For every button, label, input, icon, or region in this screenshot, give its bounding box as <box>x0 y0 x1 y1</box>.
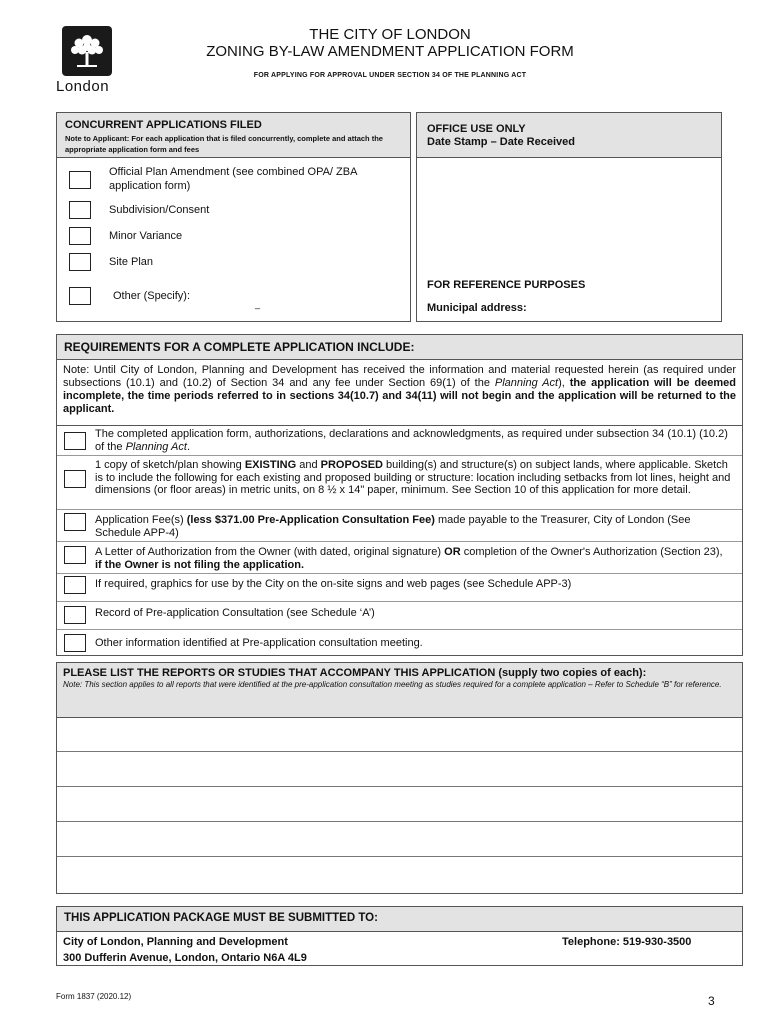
requirement-text <box>95 514 732 539</box>
reference-purposes-label: FOR REFERENCE PURPOSES <box>427 279 586 291</box>
text-italic: Planning Act <box>125 440 187 453</box>
text: The completed application form, authorizations, declarations and acknowledgments, as required under subsection 34 (10.1) (10.2) of the <box>95 428 728 453</box>
reports-note: Note: This section applies to all reports that were identified at the pre-application consultation meeting as studies required for a complete application – Refer to Schedule “B” for reference. <box>63 680 722 689</box>
concurrent-header <box>57 113 410 158</box>
note-bold: the application will be deemed incomplete, the time periods referred to in sections 34(10.7) and 34(11) will not begin and the application will be returned to the applicant. <box>63 377 737 415</box>
option-minor-variance <box>69 227 389 245</box>
note-text: Note: Until City of London, Planning and Development has received the information and material requested herein (as required under subsections (10.1) and (10.2) of Section 34 and any fee under Section 69(1) of the <box>63 364 736 389</box>
checkbox-minor-variance[interactable] <box>69 227 91 245</box>
requirements-heading: REQUIREMENTS FOR A COMPLETE APPLICATION INCLUDE: <box>57 335 742 360</box>
option-label: Site Plan <box>109 256 154 268</box>
reports-heading: PLEASE LIST THE REPORTS OR STUDIES THAT ACCOMPANY THIS APPLICATION (supply two copies of each): <box>63 667 647 679</box>
text: A Letter of Authorization from the Owner (with dated, original signature) <box>95 546 445 558</box>
requirements-section <box>56 334 743 656</box>
logo-text: London <box>56 78 110 95</box>
form-title-city: THE CITY OF LONDON <box>309 26 471 43</box>
option-label: Minor Variance <box>109 230 183 242</box>
report-entry-line[interactable] <box>57 821 742 822</box>
submission-section <box>56 906 743 966</box>
page-number: 3 <box>708 994 715 1008</box>
tree-icon <box>62 26 112 76</box>
checkbox-other-information[interactable] <box>64 634 86 652</box>
checkbox-letter-of-authorization[interactable] <box>64 546 86 564</box>
municipal-address-label: Municipal address: <box>427 302 527 314</box>
text: . <box>186 440 190 453</box>
concurrent-note: Note to Applicant: For each application that is filed concurrently, complete and attach the appropriate application form and fees <box>65 134 383 154</box>
checkbox-application-form[interactable] <box>64 432 86 450</box>
form-title-block <box>160 26 620 79</box>
text: building(s) and structure(s) on subject lands, where applicable. Sketch is to include the following for each existing and proposed building or structure: location including setbacks from lot lines, height and dimensions (or floor areas) in metric units, on 8 ½ x 14" paper, minimum. See Section 10 of this application for more detail. <box>95 459 731 496</box>
office-use-section <box>416 112 722 322</box>
checkbox-subdivision-consent[interactable] <box>69 201 91 219</box>
requirement-item-graphics <box>57 573 742 601</box>
concurrent-heading: CONCURRENT APPLICATIONS FILED <box>65 119 262 131</box>
text-bold: if the Owner is not filing the application. <box>95 558 305 571</box>
reports-section <box>56 662 743 894</box>
option-site-plan <box>69 253 389 271</box>
report-entry-line[interactable] <box>57 751 742 752</box>
text: Application Fee(s) <box>95 514 187 526</box>
checkbox-application-fee[interactable] <box>64 513 86 531</box>
checkbox-graphics[interactable] <box>64 576 86 594</box>
text-bold: PROPOSED <box>320 459 383 471</box>
text-bold: EXISTING <box>244 459 297 471</box>
form-subtitle: FOR APPLYING FOR APPROVAL UNDER SECTION 34 OF THE PLANNING ACT <box>253 72 527 79</box>
report-entry-line[interactable] <box>57 786 742 787</box>
submission-telephone: Telephone: 519-930-3500 <box>562 936 692 948</box>
requirements-note <box>57 360 742 426</box>
requirement-item-application-fee <box>57 509 742 541</box>
submission-heading: THIS APPLICATION PACKAGE MUST BE SUBMITTED TO: <box>57 907 742 932</box>
text: 1 copy of sketch/plan showing <box>95 459 245 471</box>
concurrent-applications-section <box>56 112 411 322</box>
requirement-item-pre-application-record <box>57 601 742 629</box>
other-specify-field[interactable]: _ <box>255 299 261 309</box>
requirement-item-sketch-plan <box>57 455 742 509</box>
option-label: Subdivision/Consent <box>109 204 210 216</box>
option-official-plan-amendment <box>69 165 389 193</box>
requirement-item-other-information <box>57 629 742 655</box>
note-italic: Planning Act <box>494 377 559 389</box>
submission-office: City of London, Planning and Development <box>63 936 288 948</box>
submission-address: 300 Dufferin Avenue, London, Ontario N6A 4L9 <box>63 952 307 964</box>
checkbox-sketch-plan[interactable] <box>64 470 86 488</box>
requirement-text <box>95 459 732 497</box>
text-bold: OR <box>444 546 461 558</box>
text: made payable to the Treasurer, City of London (See Schedule APP-4) <box>95 514 691 539</box>
requirement-text: If required, graphics for use by the City on the on-site signs and web pages (see Schedule APP-3) <box>95 578 572 590</box>
office-use-heading: OFFICE USE ONLY <box>427 123 526 135</box>
requirement-text <box>95 428 732 453</box>
checkbox-official-plan-amendment[interactable] <box>69 171 91 189</box>
checkbox-site-plan[interactable] <box>69 253 91 271</box>
text: and <box>296 459 321 471</box>
option-subdivision-consent <box>69 201 389 219</box>
date-stamp-label: Date Stamp – Date Received <box>427 136 575 148</box>
checkbox-pre-application-record[interactable] <box>64 606 86 624</box>
option-label: Other (Specify): <box>113 290 191 302</box>
requirement-text <box>95 546 732 571</box>
city-logo <box>56 26 120 95</box>
requirement-item-application-form <box>57 427 742 455</box>
form-title: ZONING BY-LAW AMENDMENT APPLICATION FORM <box>206 43 574 60</box>
option-label: Official Plan Amendment (see combined OPA/ ZBA application form) <box>109 166 357 192</box>
requirement-item-letter-of-authorization <box>57 541 742 573</box>
reports-header <box>57 663 742 718</box>
requirement-text: Other information identified at Pre-application consultation meeting. <box>95 637 423 649</box>
option-other <box>69 287 263 305</box>
report-entry-line[interactable] <box>57 856 742 857</box>
checkbox-other[interactable] <box>69 287 91 305</box>
text-bold: (less $371.00 Pre-Application Consultation Fee) <box>186 514 435 526</box>
requirement-text: Record of Pre-application Consultation (see Schedule ‘A’) <box>95 607 375 619</box>
office-use-header <box>417 113 721 158</box>
note-text: ), <box>558 377 570 389</box>
text: completion of the Owner's Authorization (Section 23), <box>460 546 723 558</box>
form-id: Form 1837 (2020.12) <box>56 992 132 1001</box>
